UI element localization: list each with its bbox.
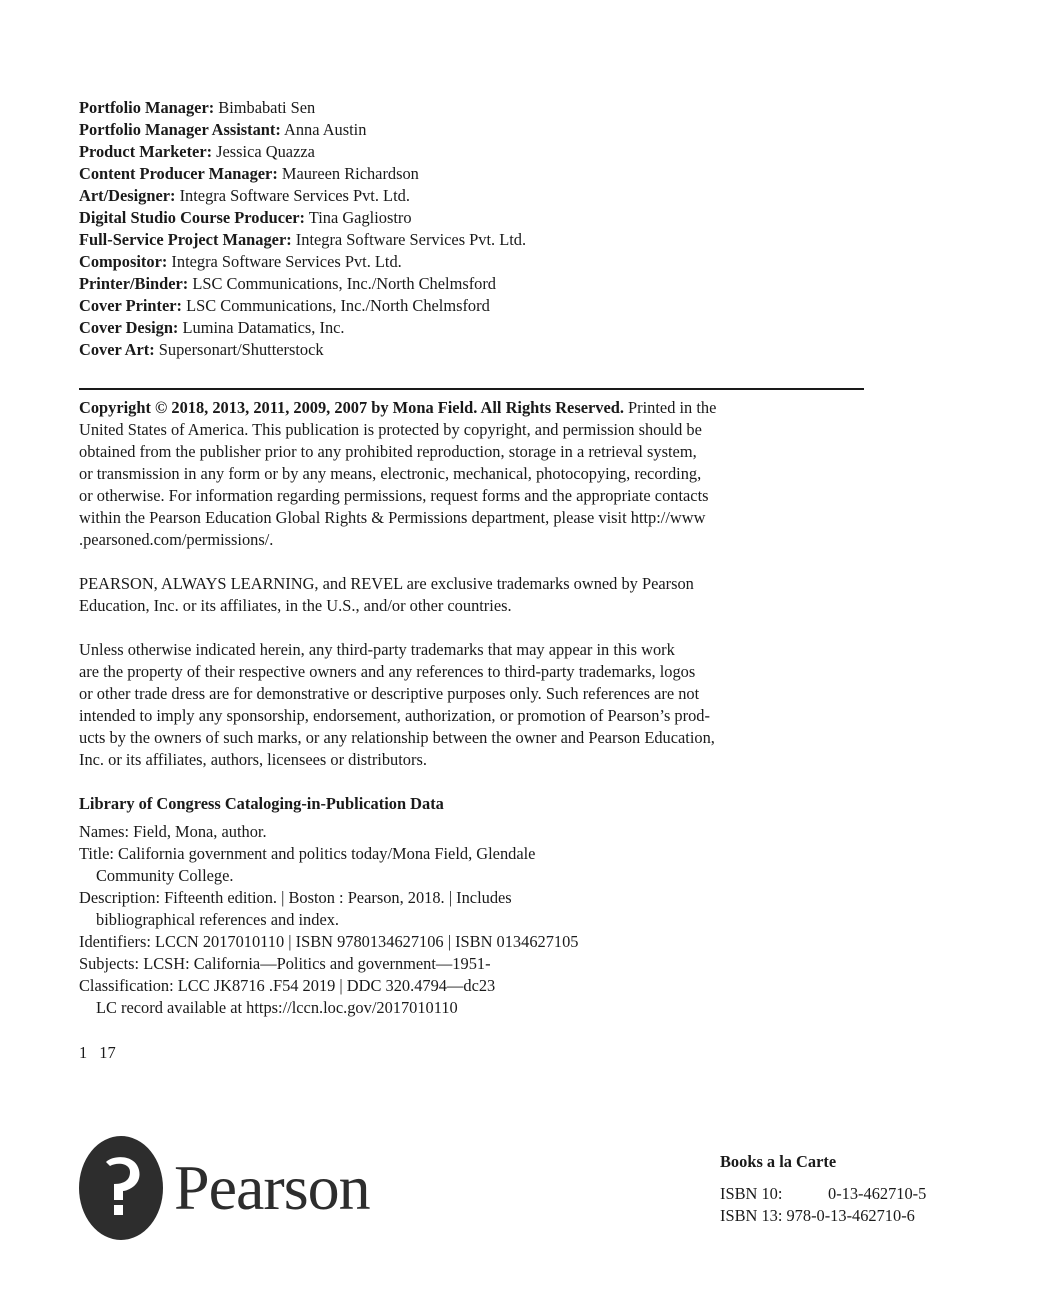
credit-line [79, 141, 879, 163]
trademark-line: PEARSON, ALWAYS LEARNING, and REVEL are exclusive trademarks owned by Pearson [79, 574, 694, 593]
credit-line [79, 163, 879, 185]
credit-label: Digital Studio Course Producer: [79, 208, 305, 227]
credit-line [79, 251, 879, 273]
credit-line [79, 119, 879, 141]
credit-value: Lumina Datamatics, Inc. [178, 318, 345, 337]
credit-label: Compositor: [79, 252, 168, 271]
credit-value: LSC Communications, Inc./North Chelmsford [188, 274, 497, 293]
cip-line: Identifiers: LCCN 2017010110 | ISBN 9780134627106 | ISBN 0134627105 [79, 932, 579, 951]
credit-label: Portfolio Manager: [79, 98, 215, 117]
isbn-10-value: 0-13-462710-5 [828, 1184, 927, 1203]
credit-line [79, 207, 879, 229]
credit-value: Supersonart/Shutterstock [154, 340, 324, 359]
copyright-line: obtained from the publisher prior to any prohibited reproduction, storage in a retrieval system, [79, 442, 697, 461]
third-party-line: Unless otherwise indicated herein, any third-party trademarks that may appear in this work [79, 640, 675, 659]
copyright-line: United States of America. This publication is protected by copyright, and permission should be [79, 420, 702, 439]
book-format: Books a la Carte [720, 1152, 837, 1171]
cip-line: Title: California government and politics today/Mona Field, Glendale [79, 844, 536, 863]
credit-line [79, 295, 879, 317]
credit-value: LSC Communications, Inc./North Chelmsford [182, 296, 490, 315]
credit-label: Full-Service Project Manager: [79, 230, 292, 249]
credit-value: Maureen Richardson [277, 164, 419, 183]
isbn-10-label: ISBN 10: [720, 1184, 783, 1203]
copyright-line: or transmission in any form or by any means, electronic, mechanical, photocopying, recording, [79, 464, 702, 483]
credit-value: Anna Austin [280, 120, 367, 139]
credit-label: Portfolio Manager Assistant: [79, 120, 281, 139]
cip-line: Description: Fifteenth edition. | Boston : Pearson, 2018. | Includes [79, 888, 512, 907]
credit-value: Integra Software Services Pvt. Ltd. [291, 230, 527, 249]
isbn-13-value: 978-0-13-462710-6 [786, 1206, 915, 1225]
credit-label: Art/Designer: [79, 186, 176, 205]
isbn-13-row [720, 1205, 1020, 1227]
credit-label: Printer/Binder: [79, 274, 189, 293]
credit-value: Integra Software Services Pvt. Ltd. [175, 186, 410, 205]
copyright-line: or otherwise. For information regarding permissions, request forms and the appropriate contacts [79, 486, 709, 505]
third-party-notice [79, 639, 879, 771]
cip-data [79, 793, 879, 1019]
credit-value: Jessica Quazza [212, 142, 315, 161]
copyright-notice [79, 397, 879, 551]
print-line: 1 17 [79, 1043, 116, 1062]
pearson-wordmark: Pearson [174, 1152, 370, 1223]
credit-label: Cover Art: [79, 340, 155, 359]
credit-label: Cover Design: [79, 318, 179, 337]
credit-line [79, 339, 879, 361]
copyright-line: within the Pearson Education Global Rights & Permissions department, please visit http://www [79, 508, 706, 527]
cip-line: Names: Field, Mona, author. [79, 822, 267, 841]
pearson-logo [79, 1136, 370, 1240]
third-party-line: are the property of their respective owners and any references to third-party trademarks, logos [79, 662, 696, 681]
isbn-10-row [720, 1183, 1020, 1205]
book-info [720, 1151, 1020, 1227]
third-party-line: ucts by the owners of such marks, or any relationship between the owner and Pearson Education, [79, 728, 715, 747]
credit-value: Tina Gagliostro [304, 208, 412, 227]
cip-line: LC record available at https://lccn.loc.gov/2017010110 [96, 998, 458, 1017]
cip-heading: Library of Congress Cataloging-in-Publication Data [79, 794, 444, 813]
copyright-line: .pearsoned.com/permissions/. [79, 530, 274, 549]
third-party-line: or other trade dress are for demonstrative or descriptive purposes only. Such references are not [79, 684, 700, 703]
copyright-line-rest: Printed in the [623, 398, 717, 417]
third-party-line: Inc. or its affiliates, authors, licensees or distributors. [79, 750, 427, 769]
credit-label: Product Marketer: [79, 142, 213, 161]
trademark-notice [79, 573, 879, 617]
credit-label: Content Producer Manager: [79, 164, 278, 183]
copyright-line [79, 397, 879, 419]
cip-line: Community College. [96, 866, 234, 885]
copyright-statement: Copyright © 2018, 2013, 2011, 2009, 2007 by Mona Field. All Rights Reserved. [79, 398, 624, 417]
pearson-p-logo-icon [79, 1136, 163, 1240]
cip-line: Classification: LCC JK8716 .F54 2019 | DDC 320.4794—dc23 [79, 976, 496, 995]
credits-list [79, 97, 879, 361]
credit-line [79, 273, 879, 295]
third-party-line: intended to imply any sponsorship, endorsement, authorization, or promotion of Pearson’s prod- [79, 706, 710, 725]
credit-value: Integra Software Services Pvt. Ltd. [167, 252, 402, 271]
credit-value: Bimbabati Sen [214, 98, 316, 117]
trademark-line: Education, Inc. or its affiliates, in the U.S., and/or other countries. [79, 596, 512, 615]
isbn-13-label: ISBN 13: [720, 1206, 787, 1225]
credit-line [79, 185, 879, 207]
credit-label: Cover Printer: [79, 296, 183, 315]
credit-line [79, 317, 879, 339]
cip-line: Subjects: LCSH: California—Politics and government—1951- [79, 954, 491, 973]
credit-line [79, 229, 879, 251]
credit-line [79, 97, 879, 119]
cip-line: bibliographical references and index. [96, 910, 340, 929]
divider-rule [79, 388, 864, 390]
